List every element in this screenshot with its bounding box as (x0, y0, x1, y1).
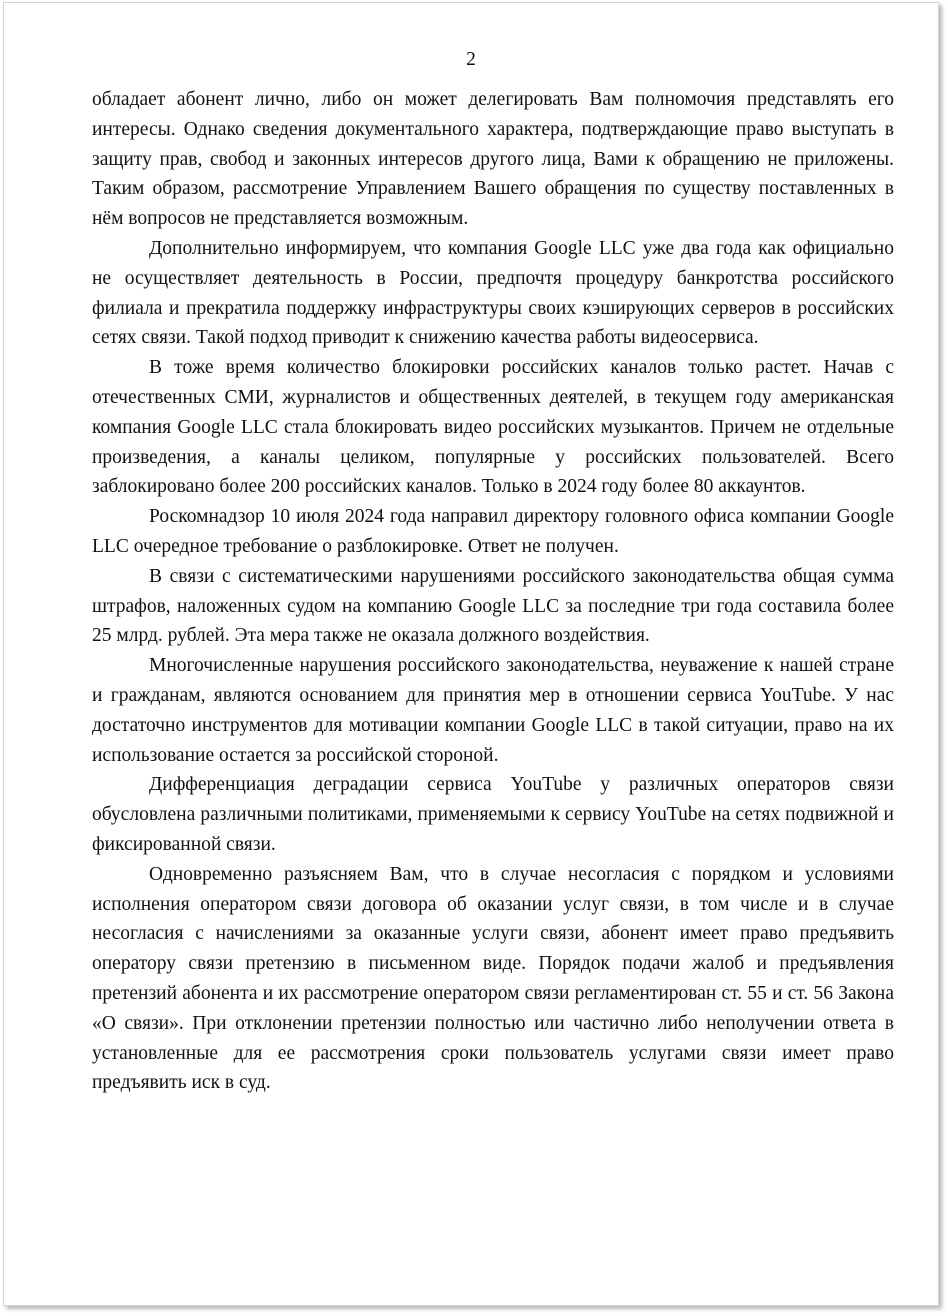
paragraph-continuation: обладает абонент лично, либо он может делегировать Вам полномочия представлять его интересы. Однако сведения документального характера, подтверждающие право выступать в защиту прав, свобод и законных интересов другого лица, Вами к обращению не приложены. Таким образом, рассмотрение Управлением Вашего обращения по существу поставленных в нём вопросов не представляется возможным. (92, 89, 894, 230)
paragraph-unblock-request: Роскомнадзор 10 июля 2024 года направил директору головного офиса компании Google LLC очередное требование о разблокировке. Ответ не получен. (92, 506, 894, 557)
paragraph-google-infrastructure: Дополнительно информируем, что компания Google LLC уже два года как официально не осуществляет деятельность в России, предпочтя процедуру банкротства российского филиала и прекратила поддержку инфраструктуры своих кэширующих серверов в российских сетях связи. Такой подход приводит к снижению качества работы видеосервиса. (92, 237, 894, 349)
page-number: 2 (466, 49, 476, 70)
paragraph-channel-blocking: В тоже время количество блокировки российских каналов только растет. Начав с отечественных СМИ, журналистов и общественных деятелей, в текущем году американская компания Google LLC стала блокировать видео российских музыкантов. Причем не отдельные произведения, а каналы целиком, популярные у российских пользователей. Всего заблокировано более 200 российских каналов. Только в 2024 году более 80 аккаунтов. (92, 357, 894, 498)
paragraph-differentiation: Дифференциация деградации сервиса YouTube у различных операторов связи обусловлена различными политиками, применяемыми к сервису YouTube на сетях подвижной и фиксированной связи. (92, 774, 894, 855)
document-page (3, 2, 939, 1306)
paragraph-fines: В связи с систематическими нарушениями российского законодательства общая сумма штрафов, наложенных судом на компанию Google LLC за последние три года составила более 25 млрд. рублей. Эта мера также не оказала должного воздействия. (92, 565, 894, 647)
paragraph-complaint-procedure: Одновременно разъясняем Вам, что в случае несогласия с порядком и условиями исполнения оператором связи договора об оказании услуг связи, в том числе и в случае несогласия с начислениями за оказанные услуги связи, абонент имеет право предъявить оператору связи претензию в письменном виде. Порядок подачи жалоб и предъявления претензий абонента и их рассмотрение оператором связи регламентирован ст. 55 и ст. 56 Закона «О связи». При отклонении претензии полностью или частично либо неполучении ответа в установленные для ее рассмотрения сроки пользователь услугами связи имеет право предъявить иск в суд. (92, 863, 894, 1094)
paragraph-violations: Многочисленные нарушения российского законодательства, неуважение к нашей стране и гражданам, являются основанием для принятия мер в отношении сервиса YouTube. У нас достаточно инструментов для мотивации компании Google LLC в такой ситуации, право на их использование остается за российской стороной. (92, 655, 894, 766)
letter-body (92, 85, 894, 1098)
